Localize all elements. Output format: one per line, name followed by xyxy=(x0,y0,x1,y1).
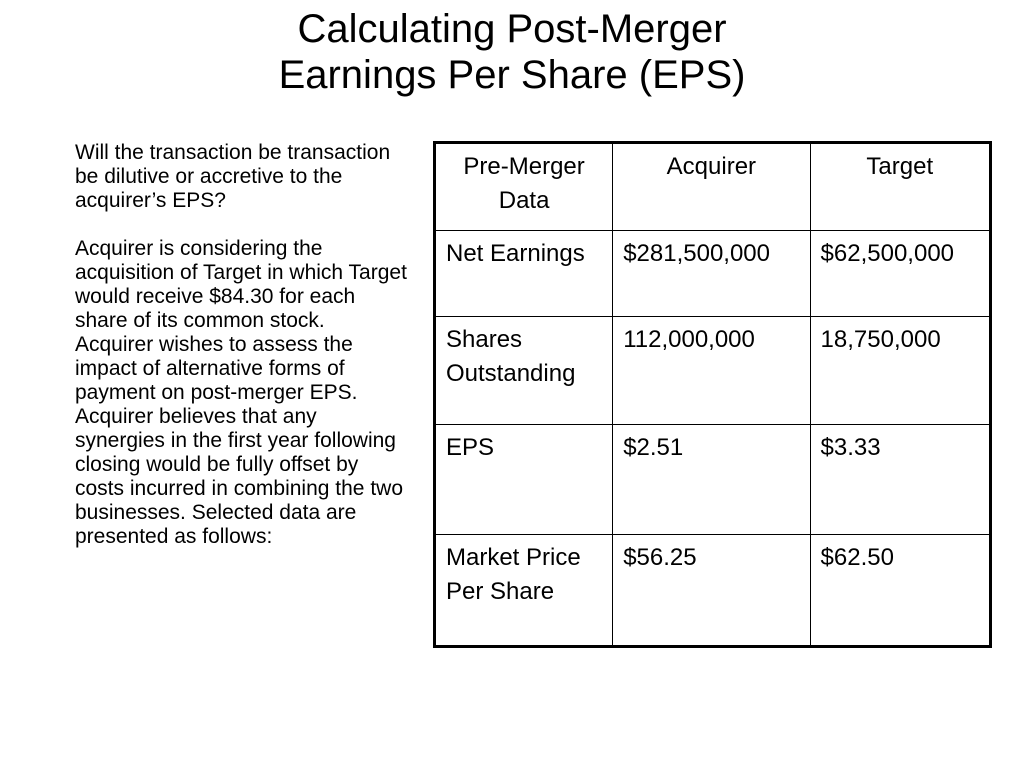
row-label-net-earnings: Net Earnings xyxy=(435,231,613,317)
header-cell-pre-merger-data: Pre-Merger Data xyxy=(435,143,613,231)
row-label-eps: EPS xyxy=(435,425,613,535)
slide-title xyxy=(0,6,1024,98)
acquirer-market-price: $56.25 xyxy=(613,535,810,647)
slide-title-line-1: Calculating Post-Merger xyxy=(297,7,727,51)
table-row xyxy=(435,231,991,317)
row-label-market-price-per-share: Market Price Per Share xyxy=(435,535,613,647)
question-paragraph: Will the transaction be transaction be dilutive or accretive to the acquirer’s EPS? xyxy=(75,141,391,212)
row-label-shares-outstanding: Shares Outstanding xyxy=(435,317,613,425)
table-row xyxy=(435,535,991,647)
header-cell-acquirer: Acquirer xyxy=(613,143,810,231)
slide-title-line-2: Earnings Per Share (EPS) xyxy=(278,53,746,97)
acquirer-net-earnings: $281,500,000 xyxy=(613,231,810,317)
body-text xyxy=(62,141,407,549)
pre-merger-data-table xyxy=(433,141,992,648)
table-row xyxy=(435,317,991,425)
acquirer-eps: $2.51 xyxy=(613,425,810,535)
acquirer-shares-outstanding: 112,000,000 xyxy=(613,317,810,425)
scenario-paragraph: Acquirer is considering the acquisition of Target in which Target would receive $84.30 for each share of its common stock. Acquirer wishes to assess the impact of alternative forms of payment on post-merger EPS. Acquirer believes that any synergies in the first year following closing would be fully offset by costs incurred in combining the two businesses. Selected data are presented as follows: xyxy=(75,237,407,548)
target-net-earnings: $62,500,000 xyxy=(810,231,990,317)
header-cell-target: Target xyxy=(810,143,990,231)
target-eps: $3.33 xyxy=(810,425,990,535)
target-shares-outstanding: 18,750,000 xyxy=(810,317,990,425)
table-header-row xyxy=(435,143,991,231)
table-row xyxy=(435,425,991,535)
target-market-price: $62.50 xyxy=(810,535,990,647)
